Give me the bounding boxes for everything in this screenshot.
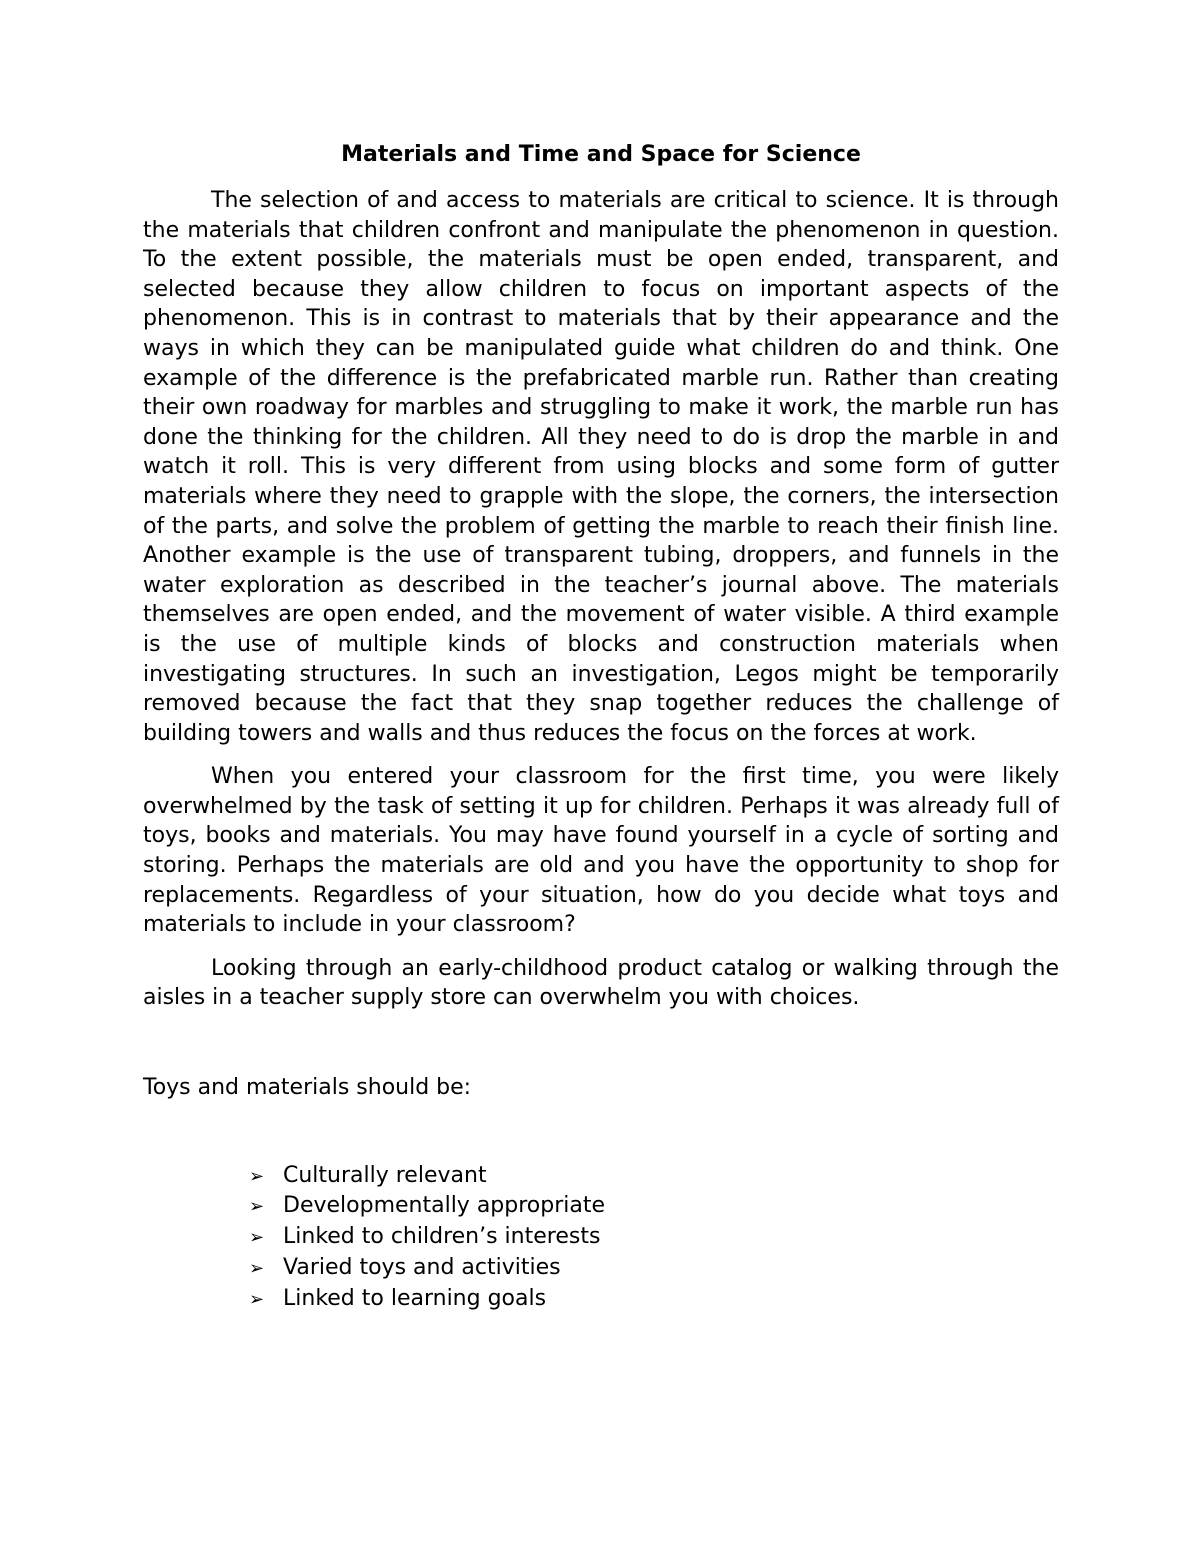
list-item-text: Linked to learning goals [283, 1285, 547, 1311]
document-title: Materials and Time and Space for Science [341, 142, 861, 167]
list-item [249, 1222, 1059, 1253]
list-item-text: Developmentally appropriate [283, 1193, 606, 1219]
list-item-text: Linked to children’s interests [283, 1224, 601, 1250]
list-item [249, 1253, 1059, 1284]
list-item [249, 1191, 1059, 1222]
arrow-bullet-icon: ➢ [249, 1227, 265, 1249]
criteria-list [143, 1161, 1059, 1315]
arrow-bullet-icon: ➢ [249, 1196, 265, 1218]
list-item-text: Varied toys and activities [283, 1255, 561, 1281]
document-page [143, 138, 1059, 1315]
paragraph-classroom: When you entered your classroom for the first time, you were likely overwhelmed by the task of setting it up for children. Perhaps it was already full of toys, books and materials. You may have found yourself in a cycle of sorting and storing. Perhaps the materials are old and you have the opportunity to shop for replacements. Regardless of your situation, how do you decide what toys and materials to include in your classroom? [143, 764, 1059, 938]
list-item [249, 1284, 1059, 1315]
arrow-bullet-icon: ➢ [249, 1288, 265, 1310]
arrow-bullet-icon: ➢ [249, 1165, 265, 1187]
list-item [249, 1161, 1059, 1192]
list-item-text: Culturally relevant [283, 1162, 487, 1188]
arrow-bullet-icon: ➢ [249, 1258, 265, 1280]
paragraph-materials: The selection of and access to materials are critical to science. It is through the materials that children confront and manipulate the phenomenon in question. To the extent possible, the materials must be open ended, transparent, and selected because they allow children to focus on important aspects of the phenomenon. This is in contrast to materials that by their appearance and the ways in which they can be manipulated guide what children do and think. One example of the difference is the prefabricated marble run. Rather than creating their own roadway for marbles and struggling to make it work, the marble run has done the thinking for the children. All they need to do is drop the marble in and watch it roll. This is very different from using blocks and some form of gutter materials where they need to grapple with the slope, the corners, the intersection of the parts, and solve the problem of getting the marble to reach their finish line. Another example is the use of transparent tubing, droppers, and funnels in the water exploration as described in the teacher’s journal above. The materials themselves are open ended, and the movement of water visible. A third example is the use of multiple kinds of blocks and construction materials when investigating structures. In such an investigation, Legos might be temporarily removed because the fact that they snap together reduces the challenge of building towers and walls and thus reduces the focus on the forces at work. [143, 188, 1059, 746]
list-intro: Toys and materials should be: [143, 1075, 472, 1101]
paragraph-catalog: Looking through an early-childhood product catalog or walking through the aisles in a teacher supply store can overwhelm you with choices. [143, 955, 1059, 1011]
